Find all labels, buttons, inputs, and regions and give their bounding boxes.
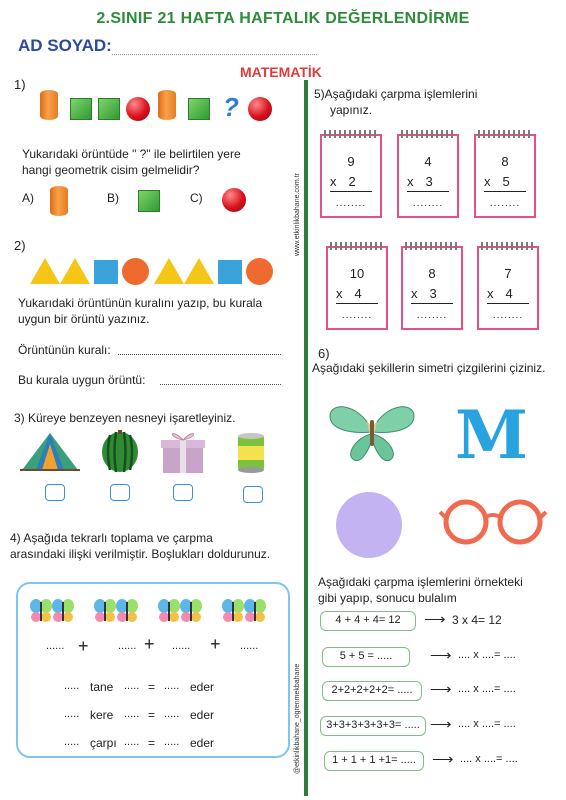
q7-question-line1: Aşağıdaki çarpma işlemlerini örnekteki [318, 575, 523, 589]
triangle-icon [60, 258, 90, 284]
q1-option-c-label: C) [190, 191, 203, 205]
card-top-number: 4 [424, 154, 432, 169]
q5-question-line2: yapınız. [330, 103, 373, 117]
q1-pattern [40, 88, 290, 128]
card-operator: x [411, 286, 418, 301]
sphere-icon [126, 97, 150, 121]
triangle-icon [154, 258, 184, 284]
q4-plus-2: + [144, 634, 155, 654]
cylinder-icon [40, 90, 58, 120]
card-bottom-number: 4 [354, 286, 362, 301]
watermark-bottom: @etkinlikbahane_ogrenmekbahane [294, 663, 301, 774]
q3-question: 3) Küreye benzeyen nesneyi işaretleyiniz. [14, 411, 236, 425]
triangle-icon [184, 258, 214, 284]
q4-blank-3[interactable]: ...... [172, 640, 191, 652]
q7-row5-left[interactable]: 1 + 1 + 1 +1= ..... [324, 751, 424, 771]
card-top-number: 9 [347, 154, 355, 169]
q2-rule-label: Örüntünün kuralı: [18, 343, 111, 357]
multiplication-card [320, 134, 382, 218]
circle-icon [122, 258, 149, 285]
card-operator: x [330, 174, 337, 189]
q7-row2-right[interactable]: .... x ....= .... [458, 649, 516, 661]
q4-row2-end: eder [190, 708, 215, 722]
multiplication-card [401, 246, 463, 330]
butterfly-pairs [30, 598, 278, 624]
name-label: AD SOYAD: [18, 36, 112, 55]
q1-option-a-label: A) [22, 191, 34, 205]
q7-row3-left[interactable]: 2+2+2+2+2= ..... [322, 681, 422, 701]
card-bottom-number: 3 [429, 286, 437, 301]
q2-rule-answer[interactable] [118, 354, 281, 355]
q4-row1-eq: = [148, 680, 156, 694]
cube-icon [70, 98, 92, 120]
q4-blank-2[interactable]: ...... [118, 640, 137, 652]
arrow-right-icon: ⟶ [430, 681, 452, 698]
q7-row1-left: 4 + 4 + 4= 12 [320, 611, 416, 631]
arrow-right-icon: ⟶ [430, 716, 452, 733]
triangle-icon [30, 258, 60, 284]
card-answer[interactable]: ........ [416, 310, 448, 321]
q4-row3-b[interactable]: ..... [124, 736, 140, 748]
card-answer[interactable]: ........ [492, 310, 524, 321]
card-top-number: 10 [349, 266, 365, 281]
watermelon-icon [100, 430, 140, 474]
q4-row3-end: eder [190, 736, 215, 750]
circle-shape[interactable] [336, 492, 402, 558]
q4-row2-a[interactable]: ..... [64, 708, 80, 720]
q4-row1-a[interactable]: ..... [64, 680, 80, 692]
cube-icon [188, 98, 210, 120]
q2-pattern-answer[interactable] [160, 384, 281, 385]
option-c-sphere-icon[interactable] [222, 188, 246, 212]
q5-question-line1: 5)Aşağıdaki çarpma işlemlerini [314, 87, 478, 101]
q4-row3-word: çarpı [90, 736, 117, 750]
q4-row1-c[interactable]: ..... [164, 680, 180, 692]
subject-title: MATEMATİK [240, 64, 322, 80]
card-top-number: 8 [428, 266, 436, 281]
square-icon [94, 260, 118, 284]
q7-row4-right[interactable]: .... x ....= .... [458, 718, 516, 730]
q7-row2-left[interactable]: 5 + 5 = ..... [322, 647, 410, 667]
gift-icon [160, 430, 206, 474]
arrow-right-icon: ⟶ [430, 647, 452, 664]
card-answer[interactable]: ........ [412, 198, 444, 209]
q1-question-line1: Yukarıdaki örüntüde " ?" ile belirtilen yere [22, 147, 241, 161]
multiplication-card [326, 246, 388, 330]
q1-number: 1) [14, 77, 26, 92]
q2-number: 2) [14, 238, 26, 253]
card-top-number: 8 [501, 154, 509, 169]
card-operator: x [487, 286, 494, 301]
card-top-number: 7 [504, 266, 512, 281]
card-bottom-number: 4 [505, 286, 513, 301]
q4-row2-b[interactable]: ..... [124, 708, 140, 720]
sphere-icon [248, 97, 272, 121]
card-answer[interactable]: ........ [335, 198, 367, 209]
q4-blank-4[interactable]: ...... [240, 640, 259, 652]
q4-plus-1: + [78, 636, 89, 656]
card-answer[interactable]: ........ [489, 198, 521, 209]
q4-row2-eq: = [148, 708, 156, 722]
page-title: 2.SINIF 21 HAFTA HAFTALIK DEĞERLENDİRME [96, 10, 470, 27]
watermark-top: www.etkinlikbahane.com.tr [294, 173, 301, 256]
q4-row3-a[interactable]: ..... [64, 736, 80, 748]
q3-checkbox-gift[interactable] [173, 484, 193, 501]
card-operator: x [484, 174, 491, 189]
can-icon [236, 432, 266, 474]
q4-row1-word: tane [90, 680, 114, 694]
letter-m-shape[interactable]: M [455, 396, 529, 474]
q4-question-line1: 4) Aşağıda tekrarlı toplama ve çarpma [10, 531, 213, 545]
q4-plus-3: + [210, 634, 221, 654]
square-icon [218, 260, 242, 284]
q4-row3-eq: = [148, 736, 156, 750]
q4-row1-b[interactable]: ..... [124, 680, 140, 692]
card-operator: x [336, 286, 343, 301]
q6-question: Aşağıdaki şekillerin simetri çizgilerini çiziniz. [312, 361, 546, 375]
q4-row3-c[interactable]: ..... [164, 736, 180, 748]
option-b-cube-icon[interactable] [138, 190, 160, 212]
arrow-right-icon: ⟶ [432, 751, 454, 768]
name-field[interactable] [112, 54, 317, 55]
cylinder-icon [158, 90, 176, 120]
q4-question-line2: arasındaki ilişki verilmiştir. Boşlukları doldurunuz. [10, 547, 271, 561]
butterfly-shape[interactable] [328, 402, 416, 464]
q4-row1-end: eder [190, 680, 215, 694]
q3-checkbox-tent[interactable] [45, 484, 65, 501]
q4-row2-word: kere [90, 708, 114, 722]
card-bottom-number: 2 [348, 174, 356, 189]
q3-checkbox-watermelon[interactable] [110, 484, 130, 501]
q1-option-b-label: B) [107, 191, 119, 205]
q2-question-line1: Yukarıdaki örüntünün kuralını yazıp, bu kurala [18, 296, 263, 310]
q7-row3-right[interactable]: .... x ....= .... [458, 683, 516, 695]
q3-checkbox-can[interactable] [243, 486, 263, 503]
multiplication-card [397, 134, 459, 218]
multiplication-card [477, 246, 539, 330]
q7-row1-right: 3 x 4= 12 [452, 613, 502, 627]
q4-blank-1[interactable]: ...... [46, 640, 65, 652]
q2-pattern [30, 256, 280, 288]
card-answer[interactable]: ........ [341, 310, 373, 321]
option-a-cylinder-icon[interactable] [50, 186, 68, 216]
q1-question-line2: hangi geometrik cisim gelmelidir? [22, 163, 200, 177]
card-bottom-number: 5 [502, 174, 510, 189]
q4-row2-c[interactable]: ..... [164, 708, 180, 720]
q2-question-line2: uygun bir örüntü yazınız. [18, 312, 150, 326]
q7-row5-right[interactable]: .... x ....= .... [460, 753, 518, 765]
multiplication-card [474, 134, 536, 218]
glasses-shape[interactable] [438, 496, 548, 546]
q7-row4-left[interactable]: 3+3+3+3+3+3= ..... [320, 716, 426, 736]
q6-number: 6) [318, 346, 330, 361]
circle-icon [246, 258, 273, 285]
card-bottom-number: 3 [425, 174, 433, 189]
q2-pattern-label: Bu kurala uygun örüntü: [18, 373, 146, 387]
question-mark-icon: ? [223, 92, 239, 122]
column-divider [304, 80, 308, 796]
tent-icon [20, 430, 80, 472]
arrow-right-icon: ⟶ [424, 611, 446, 628]
card-operator: x [407, 174, 414, 189]
q7-question-line2: gibi yapıp, sonucu bulalım [318, 591, 457, 605]
cube-icon [98, 98, 120, 120]
